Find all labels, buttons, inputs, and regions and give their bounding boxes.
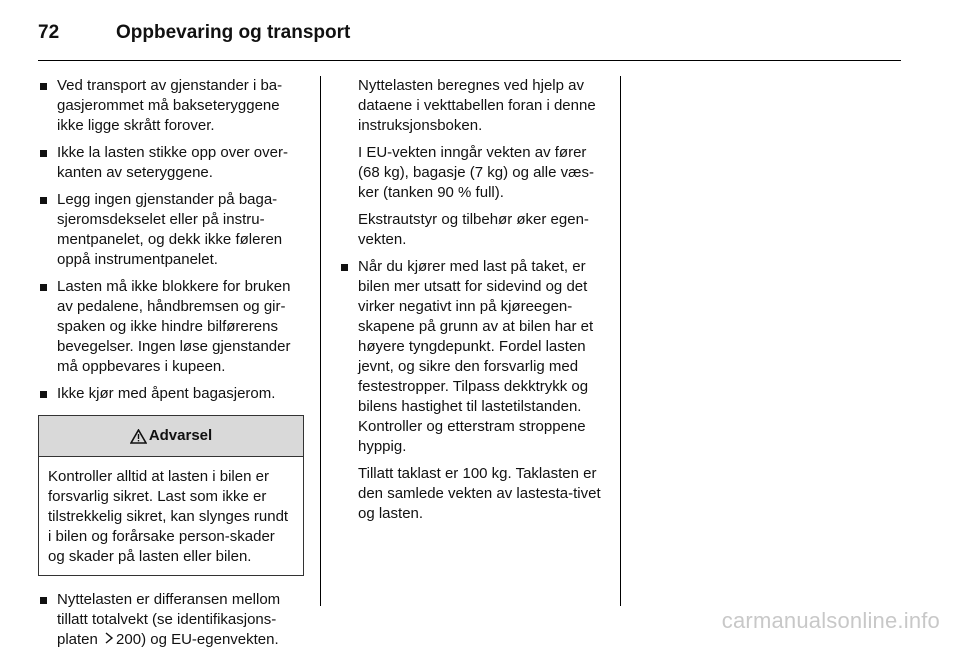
bullet-square-icon (341, 264, 348, 271)
warning-header (39, 416, 303, 457)
warning-title: Advarsel (148, 427, 213, 444)
middle-column (339, 76, 605, 531)
bullet-list (38, 590, 304, 650)
list-item: Legg ingen gjenstander på baga-sjeromsdekselet eller på instru-mentpanelet, og dekk ikke føleren oppå instrumentpanelet. (38, 190, 304, 270)
page-header (38, 18, 350, 48)
warning-box (38, 415, 304, 576)
column-divider-left (320, 76, 321, 606)
column-divider-right (620, 76, 621, 606)
header-divider (38, 60, 901, 61)
watermark: carmanualsonline.info (721, 608, 940, 633)
page-reference-arrow-icon (104, 632, 114, 644)
list-item: Ved transport av gjenstander i ba-gasjerommet må bakseteryggene ikke ligge skrått forover. (38, 76, 304, 136)
bullet-square-icon (40, 284, 47, 291)
list-item: Nyttelasten er differansen mellom tillatt totalvekt (se identifikasjons-platen 200) og EU-egenvekten. (38, 590, 304, 650)
list-item: Lasten må ikke blokkere for bruken av pedalene, håndbremsen og gir-spaken og ikke hindre bilførerens bevegelser. Ingen løse gjenstander må oppbevares i kupeen. (38, 277, 304, 377)
bullet-square-icon (40, 150, 47, 157)
page-number: 72 (38, 22, 60, 43)
page-title: Oppbevaring og transport (116, 22, 351, 43)
warning-text: Kontroller alltid at lasten i bilen er forsvarlig sikret. Last som ikke er tilstrekkelig sikret, kan slynges rundt i bilen og forårsake person-skader og skader på lasten eller bilen. (48, 468, 289, 565)
list-item: Ikke kjør med åpent bagasjerom. (38, 384, 304, 404)
paragraph: Ekstrautstyr og tilbehør øker egen-vekten. (358, 211, 589, 248)
bullet-square-icon (40, 197, 47, 204)
bullet-square-icon (40, 597, 47, 604)
list-item: Når du kjører med last på taket, er bilen mer utsatt for sidevind og det virker negativt inn på kjøreegen-skapene på grunn av at bilen har et høyere tyngdepunkt. Fordel lasten jevnt, og sikre den forsvarlig med festestropper. Tilpass dekktrykk og bilens hastighet til lastetilstanden. Kontroller og etterstram stroppene hyppig. Tillatt taklast er 100 kg. Taklasten er den samlede vekten av lastesta-tivet og lasten. (339, 257, 605, 524)
left-column (38, 76, 304, 657)
paragraph: Tillatt taklast er 100 kg. Taklasten er den samlede vekten av lastesta-tivet og lasten. (358, 465, 601, 522)
warning-triangle-icon (130, 429, 147, 444)
page-reference: 200 (116, 631, 142, 648)
paragraph: Nyttelasten beregnes ved hjelp av dataene i vekttabellen foran i denne instruksjonsboken. (358, 77, 596, 134)
paragraph: I EU-vekten inngår vekten av fører (68 kg), bagasje (7 kg) og alle væs-ker (tanken 90 % full). (358, 144, 594, 201)
bullet-square-icon (40, 391, 47, 398)
bullet-list (38, 76, 304, 404)
list-item: Ikke la lasten stikke opp over over-kanten av seteryggene. (38, 143, 304, 183)
bullet-list (339, 257, 605, 524)
bullet-square-icon (40, 83, 47, 90)
